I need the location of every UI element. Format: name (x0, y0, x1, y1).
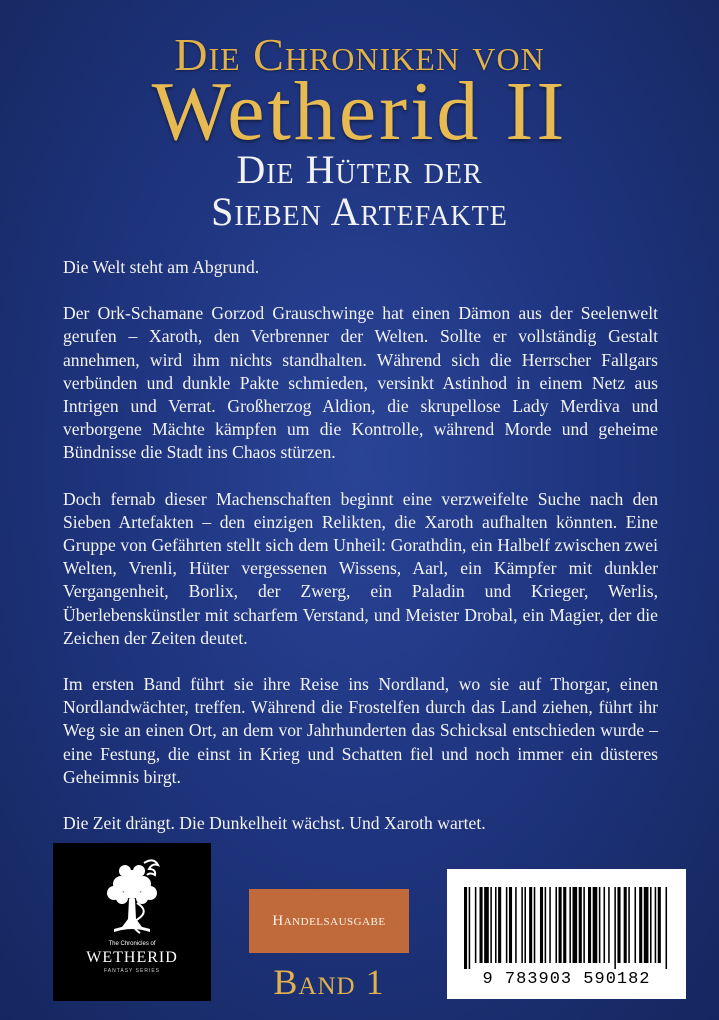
barcode-bar (635, 887, 637, 963)
edition-label: Handelsausgabe (272, 912, 386, 929)
barcode-bar (484, 887, 489, 963)
barcode-bar (658, 887, 661, 963)
barcode-bar (529, 887, 532, 963)
barcode-bar (480, 887, 483, 963)
subtitle-line-1: Die Hüter der (236, 147, 483, 192)
volume-label: Band 1 (273, 962, 385, 1002)
book-title: Wetherid II (151, 65, 568, 158)
blurb-paragraph-4: Im ersten Band führt sie ihre Reise ins Nordland, wo sie auf Thorgar, einen Nordlandwächter, treffen. Während die Frostelfen durch das Land ziehen, führt ihr Weg sie an einen Ort, an dem vor Jahrhunderten das Schicksal entschieden wurde – eine Festung, die einst in Krieg und Schatten fiel und noch immer ein düsteres Geheimnis birgt. (63, 674, 658, 787)
barcode-bar (549, 887, 551, 963)
barcode-bar (583, 887, 585, 963)
blurb-paragraph-2: Der Ork-Schamane Gorzod Grauschwinge hat einen Dämon aus der Seelenwelt gerufen – Xaroth, den Verbrenner der Welten. Sollte er vollständig Gestalt annehmen, wird ihm nichts standhalten. Während sich die Herrscher Fallgars verbünden und dunkle Pakte schmieden, versinkt Astinhod in einem Netz aus Intrigen und Verrat. Großherzog Aldion, die skrupellose Lady Merdiva und verborgene Mächte kämpfen um die Kontrolle, während Morde und geheime Bündnisse die Stadt ins Chaos stürzen. (63, 303, 658, 463)
publisher-logo (53, 843, 211, 1001)
barcode-bar (545, 887, 547, 963)
barcode (447, 869, 686, 999)
barcode-bar (469, 887, 471, 969)
barcode-bar (599, 887, 601, 963)
barcode-bar (524, 887, 526, 963)
barcode-bar (628, 887, 630, 963)
barcode-bar (569, 887, 571, 963)
barcode-bar (559, 887, 562, 963)
barcode-bar (475, 887, 477, 963)
blurb-text (63, 256, 658, 858)
barcode-bars (464, 887, 669, 969)
tree-icon (92, 853, 172, 941)
barcode-bar (521, 887, 523, 963)
barcode-bar (655, 887, 657, 963)
barcode-bar (498, 887, 501, 963)
blurb-paragraph-3: Doch fernab dieser Machenschaften beginnt eine verzweifelte Suche nach den Sieben Artefakten – den einzigen Relikten, die Xaroth aufhalten könnten. Eine Gruppe von Gefährten stellt sich dem Unheil: Gorathdin, ein Halbelf zwischen zwei Welten, Vrenli, Hüter vergessenen Wissens, Aarl, ein Kämpfer mit dunkler Vergangenheit, Borlix, der Zwerg, ein Paladin und Krieger, Werlis, Überlebenskünstler mit scharfem Verstand, und Meister Drobal, ein Magier, der die Zeichen der Zeiten deutet. (63, 488, 658, 648)
subtitle-line-2: Sieben Artefakte (211, 189, 508, 234)
barcode-bar (506, 887, 508, 963)
logo-small-text: The Chronicles of (108, 941, 156, 947)
edition-badge (249, 889, 409, 953)
series-title: Die Chroniken von (174, 29, 545, 80)
blurb-paragraph-1: Die Welt steht am Abgrund. (63, 257, 260, 277)
barcode-bar (650, 887, 652, 963)
barcode-bar (509, 887, 512, 963)
barcode-bar (563, 887, 566, 963)
barcode-bar (579, 887, 582, 963)
barcode-bar (639, 887, 642, 963)
barcode-bar (490, 887, 492, 963)
barcode-bar (495, 887, 497, 963)
blurb-paragraph-5: Die Zeit drängt. Die Dunkelheit wächst. Und Xaroth wartet. (63, 813, 486, 834)
barcode-bar (573, 887, 578, 963)
barcode-bar (666, 887, 668, 969)
barcode-bar (588, 887, 591, 963)
barcode-bar (593, 887, 598, 963)
barcode-bar (515, 887, 517, 963)
barcode-bar (534, 887, 536, 963)
barcode-bar (624, 887, 627, 963)
barcode-bar (604, 887, 606, 963)
logo-wordmark: WETHERID (86, 949, 178, 966)
barcode-bar (644, 887, 649, 963)
barcode-bar (555, 887, 557, 963)
barcode-bar (608, 887, 610, 963)
isbn-number: 9 783903 590182 (482, 970, 651, 989)
barcode-bar (464, 887, 467, 969)
barcode-bar (614, 887, 616, 969)
logo-series-text: FANTASY SERIES (103, 968, 161, 974)
barcode-bar (540, 887, 543, 963)
barcode-bar (617, 887, 620, 963)
